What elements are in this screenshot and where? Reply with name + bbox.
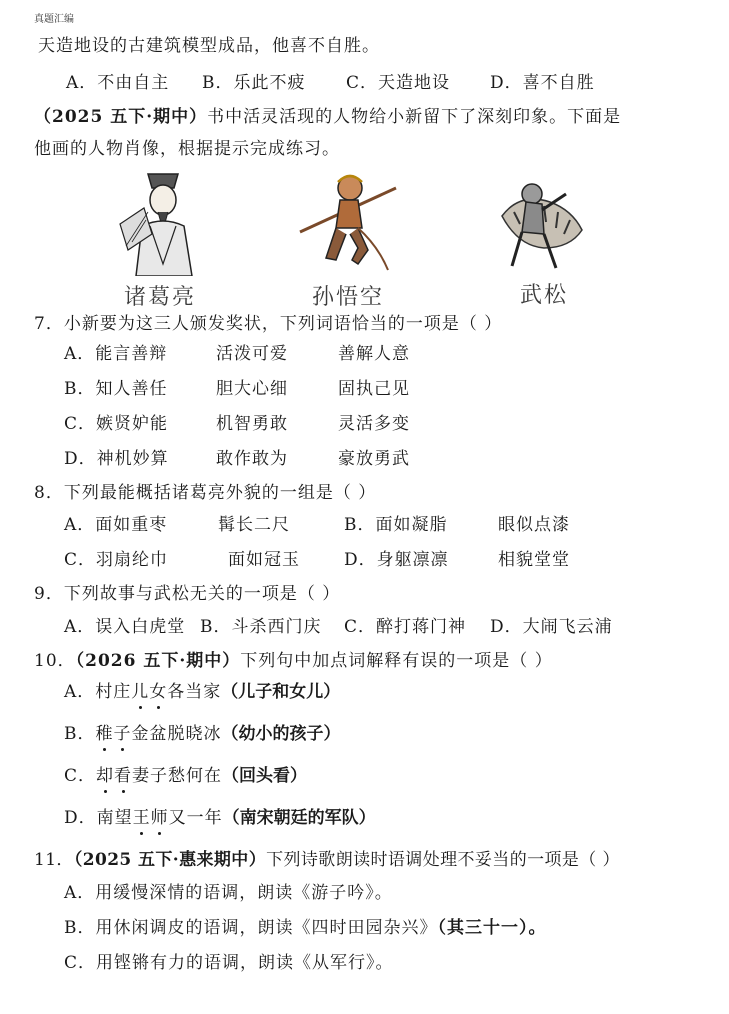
q11-b-extra: （其三十一）。 xyxy=(437,918,547,938)
emphasis-dot-char: 却 xyxy=(96,766,115,786)
emphasis-dot-char: 王 xyxy=(132,808,151,828)
emphasis-dot-char: 师 xyxy=(150,808,169,828)
q7-b-2: 胆大心细 xyxy=(216,379,288,399)
q11-option-a[interactable] xyxy=(64,882,393,904)
q11-number: 11． xyxy=(34,850,74,870)
q7-d-2: 敢作敢为 xyxy=(216,449,288,469)
q10-c-gloss: （回头看） xyxy=(222,766,308,786)
q10-a-gloss: （儿子和女儿） xyxy=(221,682,341,702)
q7-c-1: C．嫉贤妒能 xyxy=(64,414,169,434)
q7-c-3: 灵活多变 xyxy=(338,414,410,434)
q8-d-2: 相貌堂堂 xyxy=(498,550,570,570)
q8-b-2: 眼似点漆 xyxy=(498,515,570,535)
q10-d-post: 又一年 xyxy=(168,808,223,828)
q11-a-text: A．用缓慢深情的语调，朗读《游子吟》。 xyxy=(64,883,393,903)
q7-a-3: 善解人意 xyxy=(338,344,410,364)
q10-d-dotted-word xyxy=(133,808,169,828)
emphasis-dot-char: 子 xyxy=(113,724,132,744)
q8-option-c[interactable]: C．羽扇纶巾 xyxy=(64,550,169,570)
q10-stem xyxy=(34,650,553,672)
q8-row-1 xyxy=(0,514,729,538)
q10-d-gloss: （南宋朝廷的军队） xyxy=(222,808,376,828)
zhuge-liang-portrait-icon xyxy=(108,164,218,276)
q7-option-a[interactable] xyxy=(0,343,729,367)
wu-song-portrait-icon xyxy=(492,172,592,276)
q10-d-pre: 南望 xyxy=(96,808,133,828)
q8-option-b[interactable]: B．面如凝脂 xyxy=(344,515,448,535)
q9-option-a[interactable]: A．误入白虎堂 xyxy=(64,617,186,637)
q7-b-1: B．知人善任 xyxy=(64,379,168,399)
q8-stem: 8．下列最能概括诸葛亮外貌的一组是（ ） xyxy=(34,483,377,503)
q7-option-c[interactable] xyxy=(0,413,729,437)
intro-option-d[interactable]: D．喜不自胜 xyxy=(490,73,595,93)
q10-b-dotted-word xyxy=(96,724,132,744)
q10-option-d[interactable] xyxy=(64,807,376,829)
q9-option-b[interactable]: B．斗杀西门庆 xyxy=(200,617,322,637)
q11-b-text: B．用休闲调皮的语调，朗读《四时田园杂兴》 xyxy=(64,918,438,938)
intro-option-c[interactable]: C．天造地设 xyxy=(346,73,451,93)
q8-option-d[interactable]: D．身躯凛凛 xyxy=(344,550,449,570)
q10-d-letter: D． xyxy=(64,808,97,828)
q8-option-a[interactable]: A．面如重枣 xyxy=(64,515,168,535)
intro-option-a[interactable]: A．不由自主 xyxy=(66,73,170,93)
q9-option-c[interactable]: C．醉打蒋门神 xyxy=(344,617,467,637)
q10-a-post: 各当家 xyxy=(167,682,222,702)
q7-d-3: 豪放勇武 xyxy=(338,449,410,469)
emphasis-dot-char: 儿 xyxy=(131,682,150,702)
header-label: 真题汇编 xyxy=(34,14,74,25)
q10-c-post: 妻子愁何在 xyxy=(132,766,223,786)
q9-stem: 9．下列故事与武松无关的一项是（ ） xyxy=(34,584,341,604)
q7-a-1: A．能言善辩 xyxy=(64,344,168,364)
q11-stem xyxy=(34,849,620,871)
q9-option-d[interactable]: D．大闹飞云浦 xyxy=(490,617,613,637)
q11-option-c[interactable] xyxy=(64,952,394,974)
q7-stem: 7．小新要为这三人颁发奖状，下列词语恰当的一项是（ ） xyxy=(34,314,503,334)
q11-option-b[interactable] xyxy=(64,917,547,939)
intro-sentence: 天造地设的古建筑模型成品，他喜不自胜。 xyxy=(38,36,380,56)
figure-caption-sunwukong: 孙悟空 xyxy=(312,285,385,310)
emphasis-dot-char: 女 xyxy=(149,682,168,702)
figure-caption-wusong: 武松 xyxy=(520,283,569,308)
q10-b-gloss: （幼小的孩子） xyxy=(221,724,341,744)
q10-a-pre: 村庄 xyxy=(95,682,132,702)
q10-source: （2026 五下·期中） xyxy=(75,651,241,671)
emphasis-dot-char: 看 xyxy=(114,766,133,786)
q10-a-dotted-word xyxy=(131,682,167,702)
q10-a-letter: A． xyxy=(64,682,96,702)
q7-option-d[interactable] xyxy=(0,448,729,472)
q10-text: 下列句中加点词解释有误的一项是（ ） xyxy=(240,651,553,671)
section-text1: 书中活灵活现的人物给小新留下了深刻印象。下面是 xyxy=(207,107,622,127)
q10-option-b[interactable] xyxy=(64,723,341,745)
section-intro-line2: 他画的人物肖像，根据提示完成练习。 xyxy=(34,139,340,159)
q10-b-letter: B． xyxy=(64,724,96,744)
intro-option-b[interactable]: B．乐此不疲 xyxy=(202,73,306,93)
q7-c-2: 机智勇敢 xyxy=(216,414,288,434)
q8-a-2: 髯长二尺 xyxy=(218,515,290,535)
sun-wukong-portrait-icon xyxy=(296,166,400,274)
q10-number: 10． xyxy=(34,651,76,671)
q7-option-b[interactable] xyxy=(0,378,729,402)
q9-options xyxy=(0,616,729,640)
q8-row-2 xyxy=(0,549,729,573)
figure-caption-zhuge: 诸葛亮 xyxy=(124,285,197,310)
q10-b-post: 金盆脱晓冰 xyxy=(131,724,222,744)
emphasis-dot-char: 稚 xyxy=(95,724,114,744)
q10-c-letter: C． xyxy=(64,766,97,786)
q11-c-text: C．用铿锵有力的语调，朗读《从军行》。 xyxy=(64,953,394,973)
q7-b-3: 固执己见 xyxy=(338,379,410,399)
q10-c-dotted-word xyxy=(96,766,132,786)
q7-a-2: 活泼可爱 xyxy=(216,344,288,364)
q8-c-2: 面如冠玉 xyxy=(228,550,300,570)
q7-d-1: D．神机妙算 xyxy=(64,449,169,469)
q10-option-a[interactable] xyxy=(64,681,340,703)
section-intro-line1 xyxy=(34,106,621,128)
section-source: （2025 五下·期中） xyxy=(34,107,208,127)
intro-options xyxy=(0,72,729,96)
q11-text: 下列诗歌朗读时语调处理不妥当的一项是（ ） xyxy=(266,850,620,870)
q10-option-c[interactable] xyxy=(64,765,307,787)
q11-source: （2025 五下·惠来期中） xyxy=(73,850,267,870)
